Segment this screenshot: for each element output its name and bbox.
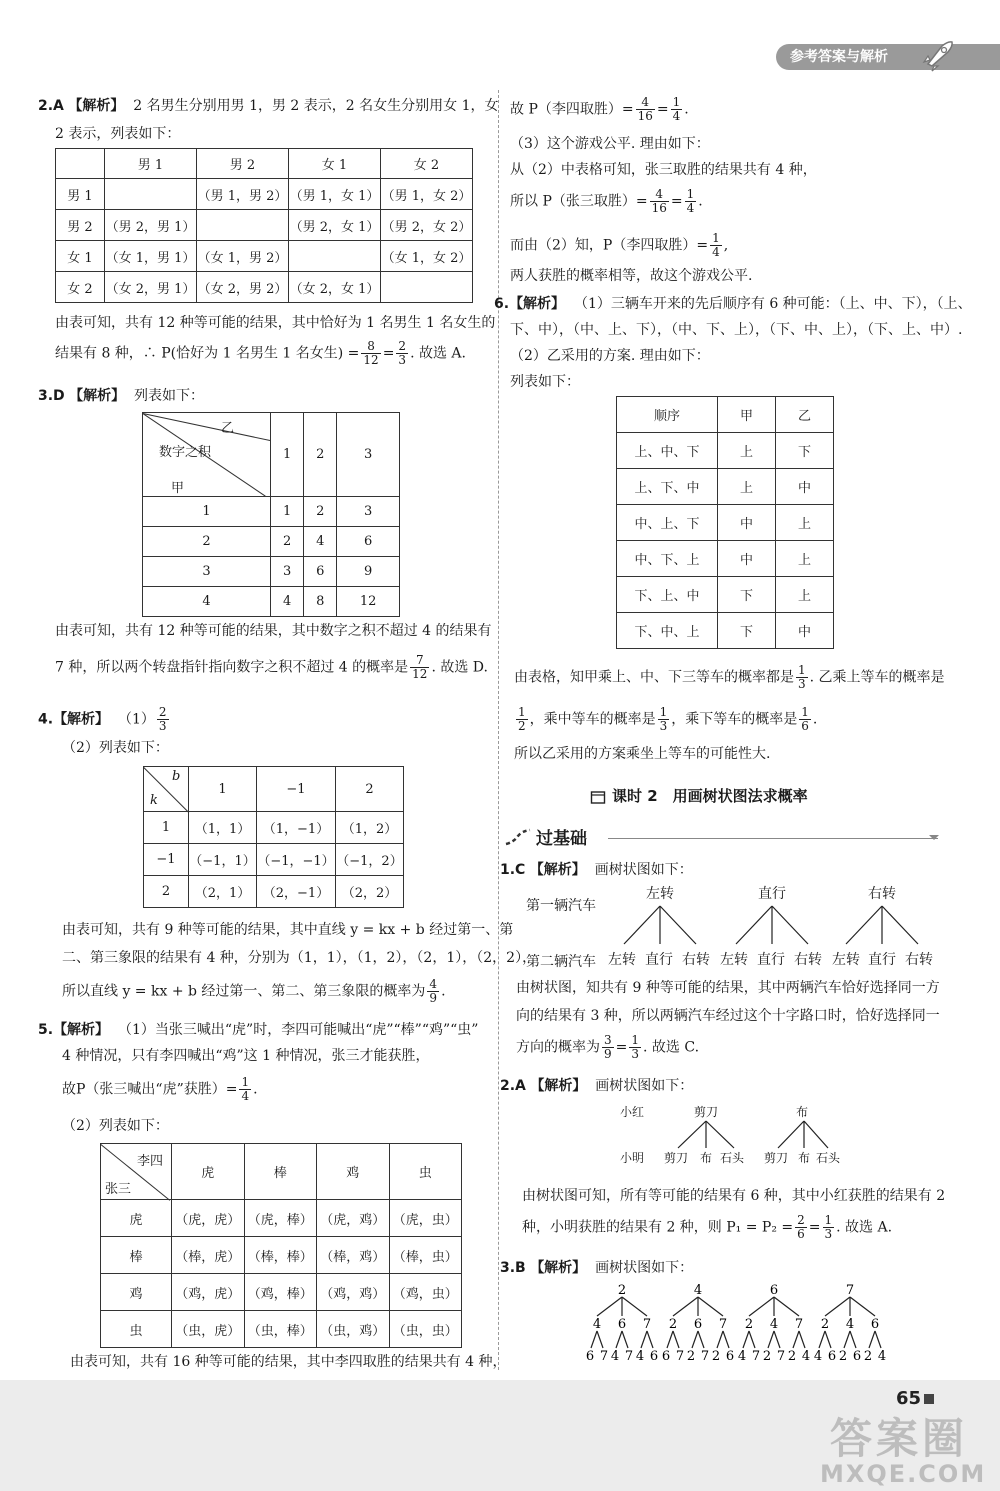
tree-branch bbox=[749, 1331, 755, 1348]
table-row: 男 2 （男 2，男 1） （男 2，女 1） （男 2，女 2） bbox=[56, 210, 473, 241]
q1-top-node: 直行 bbox=[758, 886, 786, 902]
q2-leaf: 剪刀 bbox=[664, 1151, 689, 1165]
tree-node: 2 bbox=[617, 1283, 627, 1298]
tree-node: 4 bbox=[801, 1349, 811, 1364]
watermark-site: MXQE.COM bbox=[820, 1460, 987, 1488]
r-q2-solution-line1: 由树状图可知，所有等可能的结果有 6 种，其中小红获胜的结果有 2 bbox=[522, 1188, 946, 1204]
tree-node: 7 bbox=[794, 1317, 804, 1332]
tree-branch bbox=[743, 1331, 749, 1348]
tree-node: 7 bbox=[599, 1349, 609, 1364]
tree-branch bbox=[793, 1331, 799, 1348]
table-row: 2 2 4 6 bbox=[143, 527, 400, 557]
table-row: 女 1 （女 1，男 1） （女 1，男 2） （女 1，女 2） bbox=[56, 241, 473, 272]
tree-node: 2 bbox=[863, 1349, 873, 1364]
q4-corner-cell: b k bbox=[144, 767, 189, 812]
tree-node: 6 bbox=[827, 1349, 837, 1364]
q5-corner-cell: 李四 张三 bbox=[101, 1144, 172, 1200]
q3-table: 乙 数字之积 甲 1 2 3 1 1 2 3 2 2 4 6 3 3 6 9 4 4 8 12 bbox=[142, 412, 400, 617]
r-line3: 从（2）中表格可知，张三取胜的结果共有 4 种， bbox=[510, 162, 817, 178]
book-icon bbox=[590, 789, 606, 805]
q5-line1: 5.【解析】 （1）当张三喊出“虎”时，李四可能喊出“虎”“棒”“鸡”“虫” bbox=[38, 1022, 479, 1038]
q2-col-header: 男 2 bbox=[197, 149, 289, 179]
table-row: 鸡 （鸡，虎） （鸡，棒） （鸡，鸡） （鸡，虫） bbox=[101, 1274, 462, 1311]
tree-node: 6 bbox=[661, 1349, 671, 1364]
q1-leaf: 右转 bbox=[682, 952, 710, 968]
tree-branch bbox=[622, 1297, 647, 1316]
tree-branch bbox=[723, 1331, 729, 1348]
watermark-text: 答案圈 bbox=[830, 1414, 969, 1463]
tree-branch bbox=[641, 1331, 647, 1348]
table-row: 男 1 （男 1，男 2） （男 1，女 1） （男 1，女 2） bbox=[56, 179, 473, 210]
page-number: 65 bbox=[896, 1388, 922, 1409]
tree-node: 6 bbox=[852, 1349, 862, 1364]
tree-node: 6 bbox=[585, 1349, 595, 1364]
tree-node: 2 bbox=[711, 1349, 721, 1364]
tree-branch bbox=[768, 1331, 774, 1348]
tree-node: 6 bbox=[649, 1349, 659, 1364]
r-q2-solution-line2: 种，小明获胜的结果有 2 种，则 P₁ = P₂ = $\frac{2}{6}$ = $\frac{1}{3}$ . 故选 A. bbox=[522, 1213, 893, 1241]
q1-solution-line2: 向的结果有 3 种，所以两辆汽车经过这个十字路口时，恰好选择同一 bbox=[516, 1008, 940, 1024]
q5-line3: 故P（张三喊出“虎”获胜）= $\frac{1}{4}$ . bbox=[62, 1075, 258, 1103]
tree-node: 7 bbox=[845, 1283, 855, 1298]
q3-line1: 3.D 【解析】 列表如下： bbox=[38, 388, 205, 404]
table-row: 女 2 （女 2，男 1） （女 2，男 2） （女 2，女 1） bbox=[56, 272, 473, 303]
r-line6: 两人获胜的概率相等，故这个游戏公平. bbox=[510, 268, 753, 284]
brush-stroke-icon bbox=[504, 828, 534, 848]
tree-node: 6 bbox=[769, 1283, 779, 1298]
table-row: 下、上、中 下 上 bbox=[617, 577, 834, 613]
tree-node: 4 bbox=[737, 1349, 747, 1364]
q1-leaf: 右转 bbox=[905, 952, 933, 968]
tree-branch bbox=[698, 1297, 723, 1316]
table-row: 虫 （虫，虎） （虫，棒） （虫，鸡） （虫，虫） bbox=[101, 1311, 462, 1348]
table-row: 棒 （棒，虎） （棒，棒） （棒，鸡） （棒，虫） bbox=[101, 1237, 462, 1274]
q4-table: b k 1 −1 2 1 （1，1） （1，−1） （1，2） −1 （−1，1） （−1，−1） （−1，2） 2 （2，1） （2，−1） （2，2） bbox=[143, 766, 404, 908]
q2-solution-line2: 结果有 8 种，∴ P(恰好为 1 名男生 1 名女生) = $\frac{8}{12}$ = $\frac{2}{3}$ . 故选 A. bbox=[55, 339, 466, 367]
q2-table bbox=[55, 148, 473, 303]
basics-rule bbox=[608, 838, 938, 839]
tree-node: 4 bbox=[845, 1317, 855, 1332]
tree-node: 2 bbox=[820, 1317, 830, 1332]
lesson-title: 课时 2 用画树状图法求概率 bbox=[612, 787, 808, 805]
q1-solution-line3: 方向的概率为 $\frac{3}{9}$ = $\frac{1}{3}$ . 故选 C. bbox=[516, 1033, 700, 1061]
page-number-marker bbox=[924, 1394, 934, 1404]
q2-tree-diagram bbox=[660, 1120, 840, 1150]
tree-node: 4 bbox=[693, 1283, 703, 1298]
q1-row1-label: 第一辆汽车 bbox=[526, 898, 596, 914]
q2-line1: 2.A 【解析】 2 名男生分别用男 1，男 2 表示，2 名女生分别用女 1，女 bbox=[38, 98, 499, 114]
table-row: 上、下、中 上 中 bbox=[617, 469, 834, 505]
table-row: 虎 （虎，虎） （虎，棒） （虎，鸡） （虎，虫） bbox=[101, 1200, 462, 1237]
q2-solution-line1: 由表可知，共有 12 种等可能的结果，其中恰好为 1 名男生 1 名女生的 bbox=[55, 315, 496, 331]
q6-line2: 下、中），（中、上、下），（中、下、上），（下、中、上），（下、上、中）. bbox=[510, 322, 963, 338]
tree-node: 6 bbox=[693, 1317, 703, 1332]
q1-leaf: 左转 bbox=[608, 952, 636, 968]
tree-branch bbox=[819, 1331, 825, 1348]
q2-col-header: 女 2 bbox=[381, 149, 473, 179]
tree-branch bbox=[825, 1331, 831, 1348]
q2-leaf: 布 bbox=[798, 1151, 811, 1165]
tree-branch bbox=[616, 1331, 622, 1348]
q5-line2: 4 种情况，只有李四喊出“鸡”这 1 种情况，张三才能获胜， bbox=[62, 1048, 430, 1064]
q1-line1: 1.C 【解析】 画树状图如下： bbox=[500, 862, 693, 878]
q2-leaf: 石头 bbox=[720, 1151, 745, 1165]
tree-branch bbox=[749, 1297, 774, 1316]
tree-branch bbox=[825, 1297, 850, 1316]
table-row: −1 （−1，1） （−1，−1） （−1，2） bbox=[144, 844, 404, 876]
q6-line3: （2）乙采用的方案. 理由如下： bbox=[510, 348, 710, 364]
q6-solution-line3: 所以乙采用的方案乘坐上等车的可能性大. bbox=[514, 746, 771, 762]
tree-branch bbox=[692, 1331, 698, 1348]
tree-branch bbox=[850, 1331, 856, 1348]
tree-branch bbox=[850, 1297, 875, 1316]
tree-node: 4 bbox=[635, 1349, 645, 1364]
q5-line4: （2）列表如下： bbox=[62, 1118, 169, 1134]
table-row: 中、上、下 中 上 bbox=[617, 505, 834, 541]
q3-tree-diagram bbox=[580, 1282, 900, 1366]
q1-row2-label: 第二辆汽车 bbox=[526, 954, 596, 970]
tree-node: 7 bbox=[624, 1349, 634, 1364]
tree-node: 2 bbox=[762, 1349, 772, 1364]
tree-branch bbox=[869, 1331, 875, 1348]
tree-node: 7 bbox=[642, 1317, 652, 1332]
q3-corner-cell: 乙 数字之积 甲 bbox=[143, 413, 271, 497]
q4-line2: （2）列表如下： bbox=[62, 740, 169, 756]
r-line4: 所以 P（张三取胜）= $\frac{4}{16}$ = $\frac{1}{4}$ . bbox=[510, 187, 703, 215]
tree-node: 6 bbox=[725, 1349, 735, 1364]
q6-solution-line1: 由表格，知甲乘上、中、下三等车的概率都是 $\frac{1}{3}$ . 乙乘上等车的概率是 bbox=[514, 663, 945, 691]
tree-node: 4 bbox=[592, 1317, 602, 1332]
r-line1: 故 P（李四取胜）= $\frac{4}{16}$ = $\frac{1}{4}$ . bbox=[510, 95, 689, 123]
q1-tree-diagram bbox=[600, 904, 940, 948]
q1-leaf: 直行 bbox=[868, 952, 896, 968]
q3-solution-line1: 由表可知，共有 12 种等可能的结果，其中数字之积不超过 4 的结果有 bbox=[55, 623, 492, 639]
r-line2: （3）这个游戏公平. 理由如下： bbox=[510, 136, 710, 152]
table-row: 下、中、上 下 中 bbox=[617, 613, 834, 649]
tree-branch bbox=[673, 1331, 679, 1348]
q1-leaf: 左转 bbox=[832, 952, 860, 968]
q6-line4: 列表如下： bbox=[510, 374, 580, 390]
tree-node: 2 bbox=[668, 1317, 678, 1332]
tree-branch bbox=[622, 1331, 628, 1348]
column-divider bbox=[498, 90, 500, 1370]
table-row: 1 （1，1） （1，−1） （1，2） bbox=[144, 812, 404, 844]
tree-node: 4 bbox=[813, 1349, 823, 1364]
tree-branch bbox=[774, 1297, 799, 1316]
tree-node: 2 bbox=[838, 1349, 848, 1364]
tree-node: 2 bbox=[744, 1317, 754, 1332]
tree-node: 7 bbox=[776, 1349, 786, 1364]
table-row: 上、中、下 上 下 bbox=[617, 433, 834, 469]
tree-branch bbox=[647, 1331, 653, 1348]
tree-branch bbox=[597, 1331, 603, 1348]
tree-node: 7 bbox=[675, 1349, 685, 1364]
q2-top-node: 布 bbox=[796, 1105, 809, 1119]
q4-solution-line2: 二、第三象限的结果有 4 种，分别为（1，1），（1，2），（2，1），（2，2）， bbox=[62, 950, 537, 966]
r-q3-line1: 3.B 【解析】 画树状图如下： bbox=[500, 1260, 694, 1276]
q2-row1-label: 小红 bbox=[620, 1105, 645, 1119]
tree-node: 6 bbox=[870, 1317, 880, 1332]
q3-solution-line2: 7 种，所以两个转盘指针指向数字之积不超过 4 的概率是 $\frac{7}{12}$ . 故选 D. bbox=[55, 653, 488, 681]
tree-node: 7 bbox=[700, 1349, 710, 1364]
q1-top-node: 左转 bbox=[646, 886, 674, 902]
tree-branch bbox=[698, 1331, 704, 1348]
q1-leaf: 直行 bbox=[645, 952, 673, 968]
tree-node: 4 bbox=[610, 1349, 620, 1364]
q2-col-header: 女 1 bbox=[289, 149, 381, 179]
q1-leaf: 右转 bbox=[794, 952, 822, 968]
tree-branch bbox=[799, 1331, 805, 1348]
tree-node: 6 bbox=[617, 1317, 627, 1332]
tree-branch bbox=[597, 1297, 622, 1316]
q2-leaf: 石头 bbox=[816, 1151, 841, 1165]
header-title: 参考答案与解析 bbox=[790, 49, 888, 65]
tree-branch bbox=[774, 1331, 780, 1348]
q5-solution-line1: 由表可知，共有 16 种等可能的结果，其中李四取胜的结果共有 4 种， bbox=[70, 1354, 507, 1370]
tree-branch bbox=[591, 1331, 597, 1348]
chevron-down-icon bbox=[928, 834, 940, 842]
tree-branch bbox=[875, 1331, 881, 1348]
table-row: 3 3 6 9 bbox=[143, 557, 400, 587]
page-footer bbox=[0, 1380, 1000, 1491]
table-row: 中、下、上 中 上 bbox=[617, 541, 834, 577]
tree-branch bbox=[844, 1331, 850, 1348]
tree-node: 7 bbox=[751, 1349, 761, 1364]
page-header bbox=[0, 0, 1000, 70]
table-row: 4 4 8 12 bbox=[143, 587, 400, 617]
tree-branch bbox=[673, 1297, 698, 1316]
q2-line2: 2 表示，列表如下： bbox=[55, 126, 181, 142]
q4-solution-line1: 由表可知，共有 9 种等可能的结果，其中直线 y = kx + b 经过第一、第 bbox=[62, 922, 514, 938]
q4-solution-line3: 所以直线 y = kx + b 经过第一、第二、第三象限的概率为 $\frac{4}{9}$ . bbox=[62, 977, 446, 1005]
table-row: 2 （2，1） （2，−1） （2，2） bbox=[144, 876, 404, 908]
tree-node: 2 bbox=[686, 1349, 696, 1364]
r-q2-line1: 2.A 【解析】 画树状图如下： bbox=[500, 1078, 694, 1094]
q6-line1: 6.【解析】 （1）三辆车开来的先后顺序有 6 种可能：（上、中、下），（上、 bbox=[494, 296, 972, 312]
r-line5: 而由（2）知，P（李四取胜）= $\frac{1}{4}$ , bbox=[510, 231, 729, 259]
q2-row2-label: 小明 bbox=[620, 1151, 645, 1165]
tree-node: 7 bbox=[718, 1317, 728, 1332]
q4-line1: 4.【解析】 （1） $\frac{2}{3}$ bbox=[38, 705, 167, 733]
q2-leaf: 布 bbox=[700, 1151, 713, 1165]
q2-top-node: 剪刀 bbox=[694, 1105, 719, 1119]
q1-leaf: 左转 bbox=[720, 952, 748, 968]
q1-solution-line1: 由树状图，知共有 9 种等可能的结果，其中两辆汽车恰好选择同一方 bbox=[516, 980, 940, 996]
tree-branch bbox=[667, 1331, 673, 1348]
q6-table: 顺序 甲 乙 上、中、下 上 下 上、下、中 上 中 中、上、下 中 上 中、下、上 中 上 下、上、中 下 上 下、中、上 下 中 bbox=[616, 396, 834, 649]
q2-leaf: 剪刀 bbox=[764, 1151, 789, 1165]
rocket-icon bbox=[920, 38, 956, 72]
q1-top-node: 右转 bbox=[868, 886, 896, 902]
tree-node: 2 bbox=[787, 1349, 797, 1364]
tree-branch bbox=[717, 1331, 723, 1348]
tree-node: 4 bbox=[769, 1317, 779, 1332]
q6-solution-line2: $\frac{1}{2}$ ，乘中等车的概率是 $\frac{1}{3}$ ，乘下等车的概率是 $\frac{1}{6}$ . bbox=[518, 705, 818, 733]
basics-title: 过基础 bbox=[536, 829, 587, 849]
q5-table: 李四 张三 虎 棒 鸡 虫 虎 （虎，虎） （虎，棒） （虎，鸡） （虎，虫） 棒 （棒，虎） （棒，棒） （棒，鸡） （棒，虫） 鸡 （鸡，虎） （鸡，棒） （鸡，鸡） （鸡，虫） 虫 （虫，虎） （虫，棒） （虫，鸡） （虫，虫） bbox=[100, 1143, 462, 1348]
tree-node: 4 bbox=[877, 1349, 887, 1364]
q2-col-header: 男 1 bbox=[105, 149, 197, 179]
q1-leaf: 直行 bbox=[757, 952, 785, 968]
table-row: 1 1 2 3 bbox=[143, 497, 400, 527]
